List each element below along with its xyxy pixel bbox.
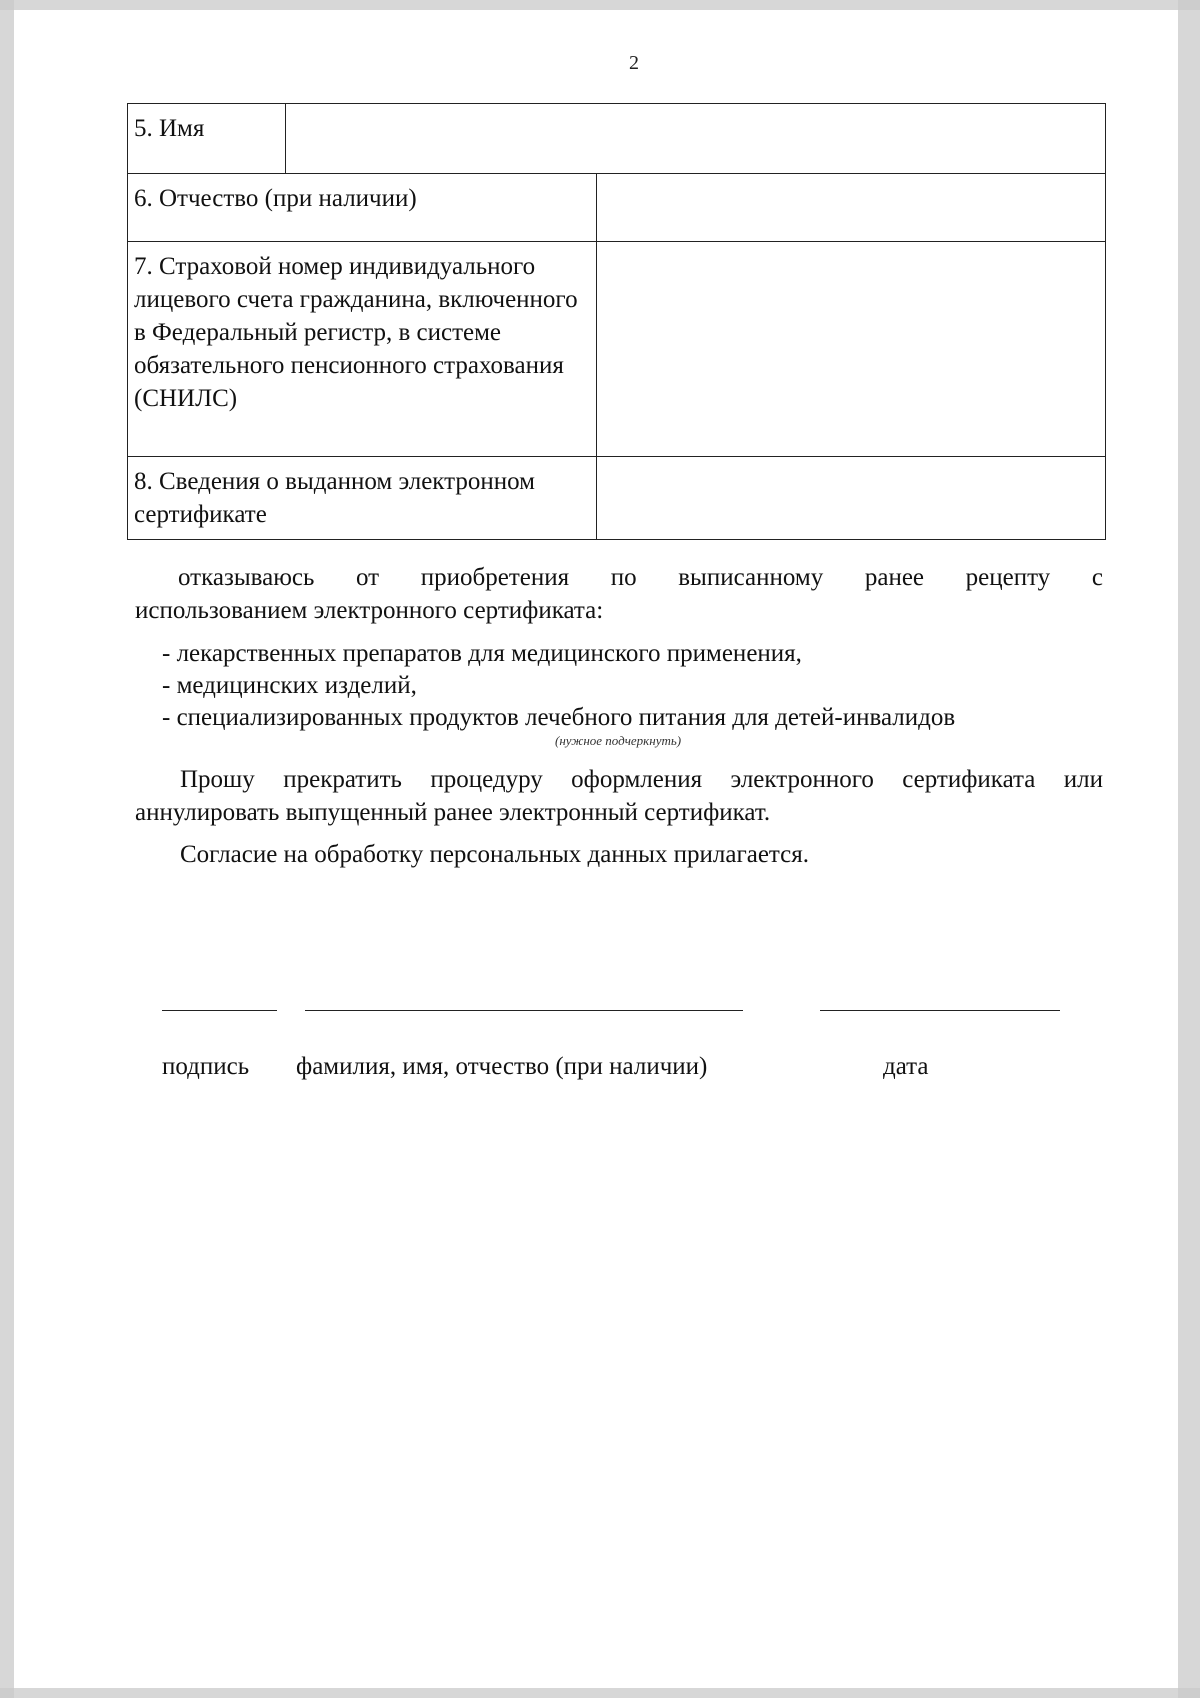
field-label-patronymic: 6. Отчество (при наличии) <box>128 174 597 242</box>
refusal-word: отказываюсь <box>178 564 315 591</box>
signature-line[interactable] <box>162 1010 277 1011</box>
refusal-word: выписанному <box>678 564 824 591</box>
field-label-certificate: 8. Сведения о выданном электронном сертификате <box>128 457 597 540</box>
field-label-name: 5. Имя <box>128 104 286 174</box>
date-line[interactable] <box>820 1010 1060 1011</box>
refusal-second-line: использованием электронного сертификата: <box>135 597 604 624</box>
field-value-name[interactable] <box>286 104 1106 174</box>
table-row <box>128 457 1106 540</box>
full-name-line[interactable] <box>305 1010 743 1011</box>
scan-edge-right <box>1178 0 1200 1698</box>
table-row <box>128 104 1106 174</box>
list-item-medicines: - лекарственных препаратов для медицинского применения, <box>162 640 802 667</box>
full-name-label: фамилия, имя, отчество (при наличии) <box>296 1053 708 1080</box>
applicant-data-table <box>127 103 1106 174</box>
underline-hint: (нужное подчеркнуть) <box>555 733 682 748</box>
refusal-word: с <box>1091 564 1103 591</box>
field-value-certificate[interactable] <box>597 457 1106 540</box>
date-label: дата <box>883 1053 929 1080</box>
page-number: 2 <box>629 52 639 74</box>
field-value-patronymic[interactable] <box>597 174 1106 242</box>
scan-edge-top <box>0 0 1200 10</box>
consent-paragraph: Согласие на обработку персональных данных прилагается. <box>180 841 809 868</box>
refusal-word: приобретения <box>420 564 570 591</box>
list-item-medical-devices: - медицинских изделий, <box>162 672 417 699</box>
refusal-word: рецепту <box>965 564 1051 591</box>
refusal-word: по <box>610 564 637 591</box>
refusal-first-line <box>135 561 1103 594</box>
list-item-nutrition: - специализированных продуктов лечебного питания для детей-инвалидов <box>162 704 956 731</box>
field-label-snils: 7. Страховой номер индивидуального лицевого счета гражданина, включенного в Федеральный регистр, в системе обязательного пенсионного страхования (СНИЛС) <box>128 242 597 457</box>
applicant-data-table-continued <box>127 173 1106 540</box>
request-paragraph: Прошу прекратить процедуру оформления электронного сертификата или аннулировать выпущенный ранее электронный сертификат. <box>135 766 1103 826</box>
scan-edge-left <box>0 0 14 1698</box>
signature-label: подпись <box>162 1053 250 1080</box>
table-row <box>128 174 1106 242</box>
table-row <box>128 242 1106 457</box>
refusal-word: от <box>356 564 380 591</box>
refusal-paragraph <box>135 561 1103 627</box>
field-value-snils[interactable] <box>597 242 1106 457</box>
refusal-word: ранее <box>864 564 925 591</box>
scan-edge-bottom <box>0 1688 1200 1698</box>
